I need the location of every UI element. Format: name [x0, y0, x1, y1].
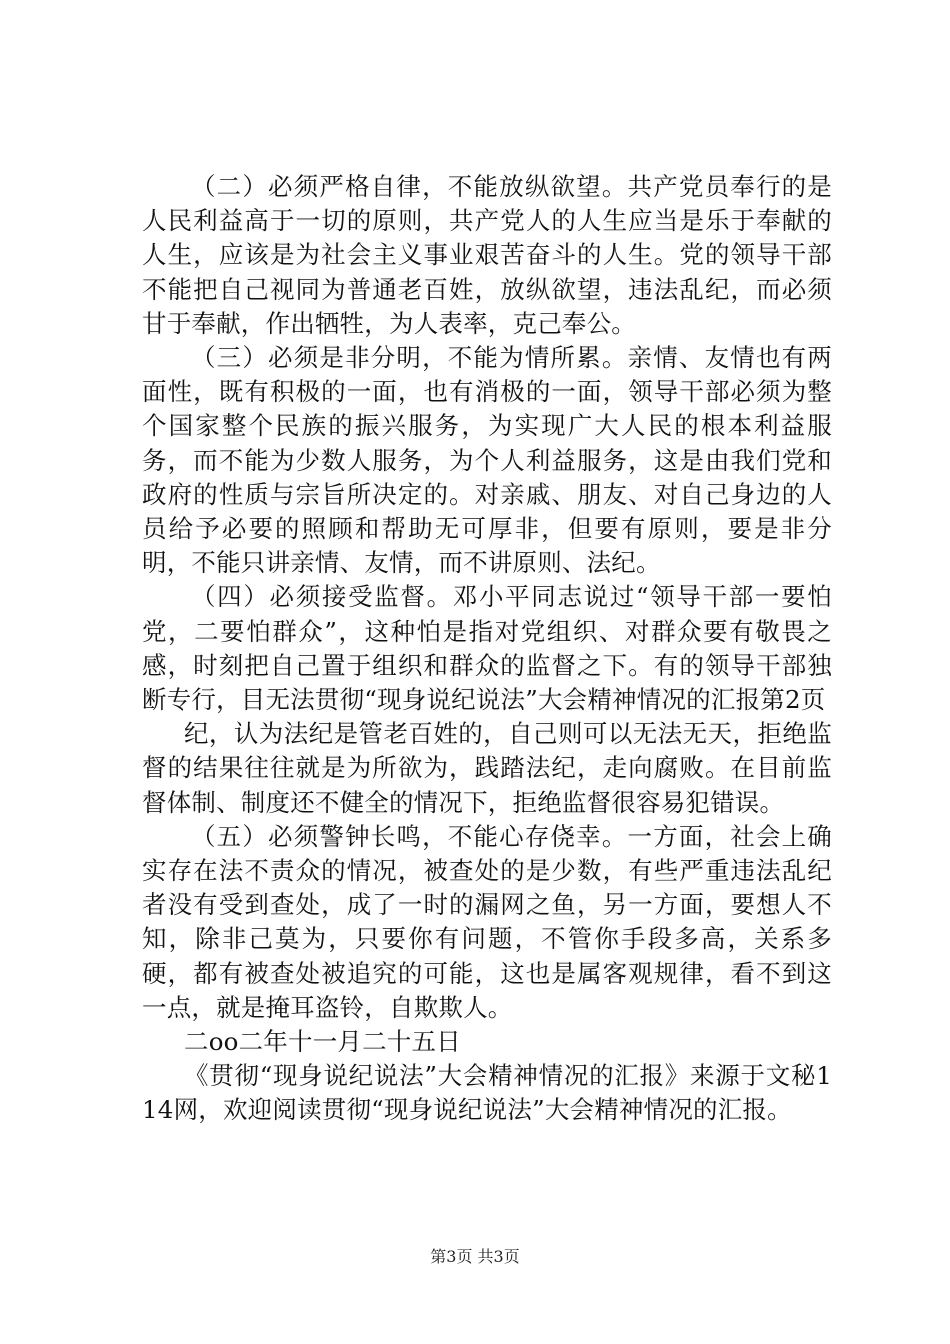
paragraph-right-wrong: （三）必须是非分明，不能为情所累。亲情、友情也有两面性，既有积极的一面，也有消极的一面，领导干部必须为整个国家整个民族的振兴服务，为实现广大人民的根本利益服务，而不能为少数人服务，为个人利益服务，这是由我们党和政府的性质与宗旨所决定的。对亲戚、朋友、对自己身边的人员给予必要的照顾和帮助无可厚非，但要有原则，要是非分明，不能只讲亲情、友情，而不讲原则、法纪。	[142, 343, 832, 578]
paragraph-supervision: （四）必须接受监督。邓小平同志说过“领导干部一要怕党，二要怕群众”，这种怕是指对党组织、对群众要有敬畏之感，时刻把自己置于组织和群众的监督之下。有的领导干部独断专行，目无法贯彻“现身说纪说法”大会精神情况的汇报第2页	[142, 582, 832, 715]
source-note: 《贯彻“现身说纪说法”大会精神情况的汇报》来源于文秘114网，欢迎阅读贯彻“现身说纪说法”大会精神情况的汇报。	[142, 1061, 832, 1125]
document-date: 二oo二年十一月二十五日	[184, 1027, 461, 1057]
page-footer: 第3页 共3页	[430, 1247, 520, 1266]
paragraph-self-discipline: （二）必须严格自律，不能放纵欲望。共产党员奉行的是人民利益高于一切的原则，共产党人的人生应当是乐于奉献的人生，应该是为社会主义事业艰苦奋斗的人生。党的领导干部不能把自己视同为普通老百姓，放纵欲望，违法乱纪，而必须甘于奉献，作出牺牲，为人表率，克己奉公。	[142, 172, 832, 338]
paragraph-alarm-bell: （五）必须警钟长鸣，不能心存侥幸。一方面，社会上确实存在法不责众的情况，被查处的是少数，有些严重违法乱纪者没有受到查处，成了一时的漏网之鱼，另一方面，要想人不知，除非己莫为，只要你有问题，不管你手段多高，关系多硬，都有被查处被追究的可能，这也是属客观规律，看不到这一点，就是掩耳盗铃，自欺欺人。	[142, 821, 832, 1022]
paragraph-supervision-continued: 纪，认为法纪是管老百姓的，自己则可以无法无天，拒绝监督的结果往往就是为所欲为，践踏法纪，走向腐败。在目前监督体制、制度还不健全的情况下，拒绝监督很容易犯错误。	[142, 719, 832, 817]
document-body	[142, 170, 832, 1128]
